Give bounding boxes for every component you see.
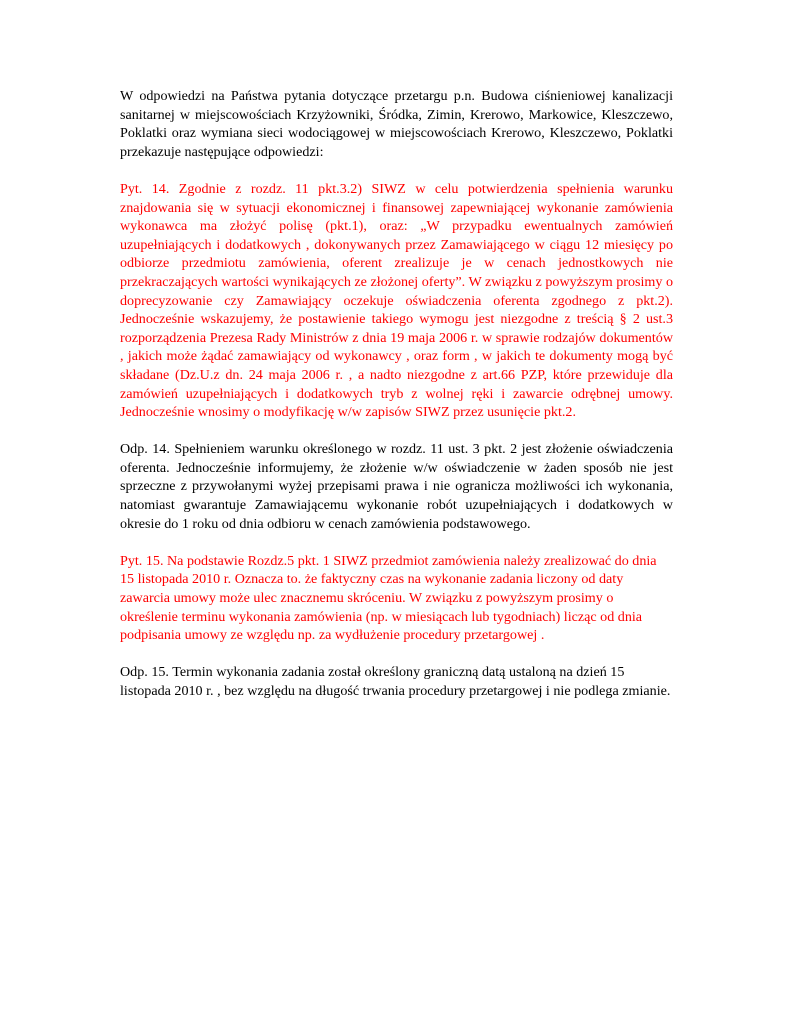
- document-page: [120, 87, 673, 719]
- answer-14-paragraph: Odp. 14. Spełnieniem warunku określonego w rozdz. 11 ust. 3 pkt. 2 jest złożenie oświadczenia oferenta. Jednocześnie informujemy, że złożenie w/w oświadczenie w żaden sposób nie jest sprzeczne z przywołanymi wyżej przepisami prawa i nie ogranicza możliwości ich wykonania, natomiast gwarantuje Zamawiającemu wykonanie robót uzupełniających i dodatkowych w okresie do 1 roku od dnia odbioru w cenach zamówienia podstawowego.: [120, 441, 673, 532]
- question-15-paragraph: Pyt. 15. Na podstawie Rozdz.5 pkt. 1 SIWZ przedmiot zamówienia należy zrealizować do dnia 15 listopada 2010 r. Oznacza to. że faktyczny czas na wykonanie zadania liczony od daty zawarcia umowy może ulec znacznemu skróceniu. W związku z powyższym prosimy o określenie terminu wykonania zamówienia (np. w miesiącach lub tygodniach) licząc od dnia podpisania umowy ze względu np. za wydłużenie procedury przetargowej .: [120, 552, 657, 644]
- intro-paragraph: W odpowiedzi na Państwa pytania dotyczące przetargu p.n. Budowa ciśnieniowej kanalizacji sanitarnej w miejscowościach Krzyżowniki, Śródka, Zimin, Krerowo, Markowice, Kleszczewo, Poklatki oraz wymiana sieci wodociągowej w miejscowościach Krerowo, Kleszczewo, Poklatki przekazuje następujące odpowiedzi:: [120, 88, 673, 160]
- question-14-paragraph: Pyt. 14. Zgodnie z rozdz. 11 pkt.3.2) SIWZ w celu potwierdzenia spełnienia warunku znajdowania się w sytuacji ekonomicznej i finansowej zapewniającej wykonanie zamówienia wykonawca ma złożyć polisę (pkt.1), oraz: „W przypadku ewentualnych zamówień uzupełniających i dodatkowych , dokonywanych przez Zamawiającego w ciągu 12 miesięcy po odbiorze przedmiotu zamówienia, oferent zrealizuje je w cenach jednostkowych nie przekraczających wartości wynikających ze złożonej oferty”. W związku z powyższym prosimy o doprecyzowanie czy Zamawiający oczekuje oświadczenia oferenta zgodnego z pkt.2). Jednocześnie wskazujemy, że postawienie takiego wymogu jest niezgodne z treścią § 2 ust.3 rozporządzenia Prezesa Rady Ministrów z dnia 19 maja 2006 r. w sprawie rodzajów dokumentów , jakich może żądać zamawiający od wykonawcy , oraz form , w jakich te dokumenty mogą być składane (Dz.U.z dn. 24 maja 2006 r. , a nadto niezgodne z art.66 PZP, które przewiduje dla zamówień uzupełniających i dodatkowych tryb z wolnej ręki i zawarcie odrębnej umowy. Jednocześnie wnosimy o modyfikację w/w zapisów SIWZ przez usunięcie pkt.2.: [120, 180, 673, 421]
- answer-15-paragraph: Odp. 15. Termin wykonania zadania został określony graniczną datą ustaloną na dzień 15 listopada 2010 r. , bez względu na długość trwania procedury przetargowej i nie podlega zmianie.: [120, 664, 671, 699]
